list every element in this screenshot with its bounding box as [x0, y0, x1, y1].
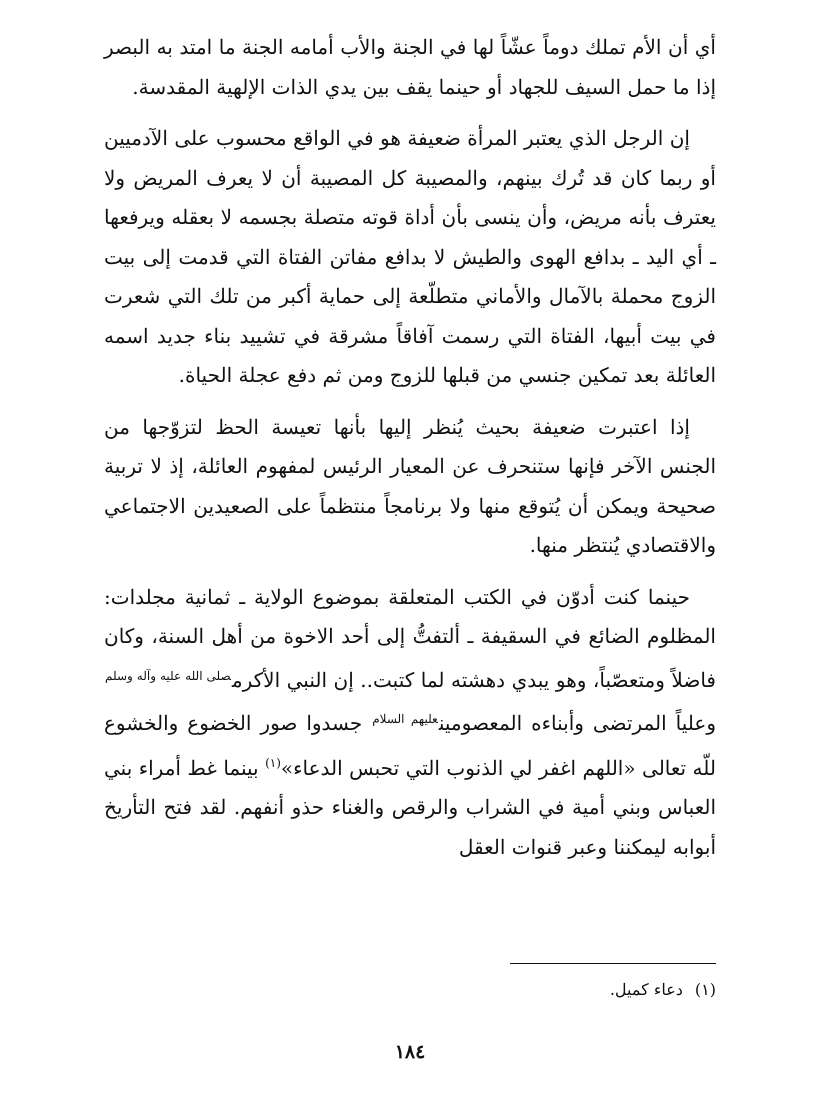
footnote-number: (١)	[694, 980, 716, 999]
footnote-reference[interactable]: (١)	[265, 755, 281, 770]
body-text	[104, 28, 716, 879]
page-number: ١٨٤	[394, 1041, 426, 1063]
paragraph-4-part-b: وعلياً المرتضى وأبناءه المعصومين	[438, 711, 717, 735]
footnote-divider	[510, 963, 716, 964]
paragraph-4-part-a: حينما كنت أدوّن في الكتب المتعلقة بموضوع الولاية ـ ثمانية مجلدات: المظلوم الضائع في السقيفة ـ ألتفتُّ إلى أحد الاخوة من أهل السنة، وكان فاضلاً ومتعصّباً، وهو يبدي دهشته لما كتبت.. إن النبي الأكرم	[104, 584, 716, 692]
paragraph-2: إن الرجل الذي يعتبر المرأة ضعيفة هو في الواقع محسوب على الآدميين أو ربما كان قد تُرك بينهم، والمصيبة كل المصيبة أن لا يعرف المريض ولا يعترف بأنه مريض، وأن ينسى بأن أداة قوته متصلة بجسمه لا بعقله ويرفعها ـ أي اليد ـ بدافع الهوى والطيش لا بدافع مفاتن الفتاة التي قدمت إلى بيت الزوج محملة بالآمال والأماني متطلّعة إلى حماية أكبر من تلك التي شعرت في بيت أبيها، الفتاة التي رسمت آفاقاً مشرقة في تشييد بناء جديد اسمه العائلة بعد تمكين جنسي من قبلها للزوج ومن ثم دفع عجلة الحياة.	[104, 126, 716, 387]
paragraph-4-part-d: بينما غط أمراء بني العباس وبني أمية في الشراب والرقص والغناء حذو أنفهم. لقد فتح التأريخ أبوابه ليمكننا وعبر قنوات العقل	[104, 755, 716, 859]
honorific-imams: عليهم السلام	[372, 712, 438, 726]
honorific-prophet: صلى الله عليه وآله وسلم	[105, 668, 231, 683]
paragraph-3: إذا اعتبرت ضعيفة بحيث يُنظر إليها بأنها تعيسة الحظ لتزوّجها من الجنس الآخر فإنها ستنحرف عن المعيار الرئيس لمفهوم العائلة، إذ لا تربية صحيحة ويمكن أن يُتوقع منها ولا برنامجاً منتظماً على الصعيدين الاجتماعي والاقتصادي يُنتظر منها.	[104, 414, 716, 557]
footnote	[420, 978, 716, 1002]
paragraph-1: أي أن الأم تملك دوماً عشّاً لها في الجنة والأب أمامه الجنة ما امتد به البصر إذا ما حمل السيف للجهاد أو حينما يقف بين يدي الذات الإلهية المقدسة.	[104, 35, 716, 99]
paragraph-4-part-c: جسدوا صور الخضوع والخشوع للّه تعالى «اللهم اغفر لي الذنوب التي تحبس الدعاء»	[104, 711, 716, 780]
footnote-text: دعاء كميل.	[609, 980, 683, 999]
paragraph-4	[104, 578, 716, 868]
